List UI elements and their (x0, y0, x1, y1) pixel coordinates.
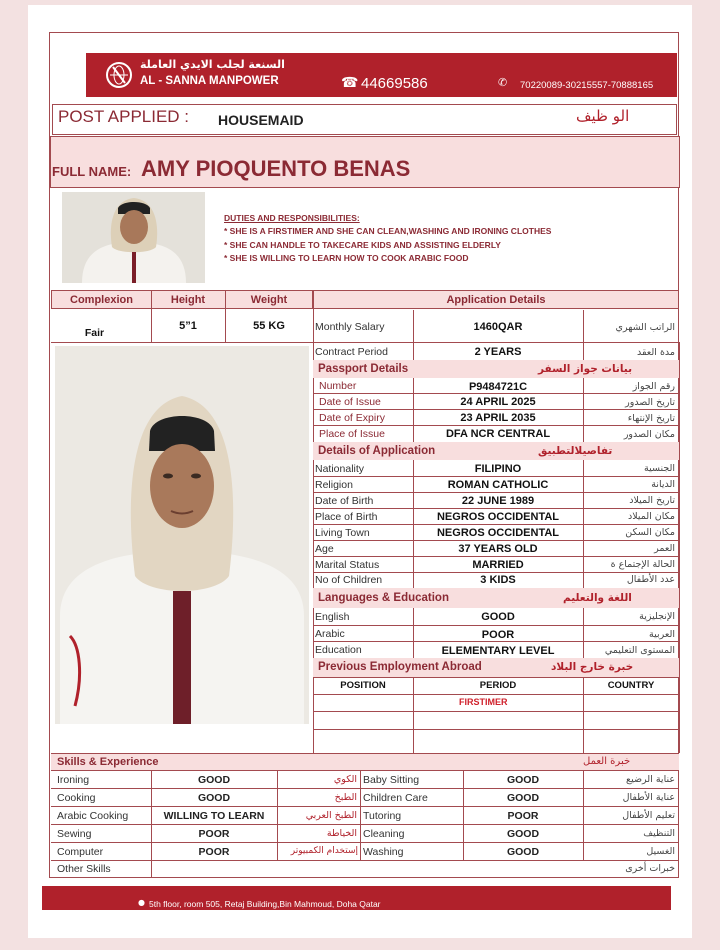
passport-number-value: P9484721C (468, 381, 528, 393)
employment-title-ar: خبرة خارج البلاد (551, 661, 634, 673)
skill-washing-value: GOOD (506, 846, 540, 858)
expiry-date-value: 23 APRIL 2035 (460, 412, 536, 424)
pob-value: NEGROS OCCIDENTAL (436, 511, 560, 523)
divider (313, 540, 679, 541)
living-town-ar: مكان السكن (625, 527, 675, 538)
education-ar: المستوى التعليمي (604, 645, 675, 656)
company-mobiles: 70220089-30215557-70888165 (520, 80, 654, 91)
issue-place-ar: مكان الصدور (623, 429, 675, 440)
divider (313, 556, 679, 557)
issue-date-value: 24 APRIL 2025 (460, 396, 536, 408)
skill-sewing-value: POOR (198, 828, 230, 840)
company-phone: 44669586 (361, 75, 428, 92)
children-ar: عدد الأطفال (626, 574, 675, 585)
skill-ironing-label: Ironing (57, 774, 90, 786)
contract-label-ar: مدة العقد (637, 347, 675, 358)
religion-label: Religion (315, 479, 353, 491)
living-town-label: Living Town (315, 527, 370, 539)
skill-computer-ar: إستخدام الكمبيوتر (290, 846, 358, 856)
divider (679, 342, 680, 753)
skill-washing-ar: الغسيل (646, 846, 675, 857)
skill-baby-sitting-label: Baby Sitting (363, 774, 420, 786)
dob-ar: تاريخ الميلاد (629, 495, 675, 506)
divider (151, 860, 152, 878)
living-town-value: NEGROS OCCIDENTAL (436, 527, 560, 539)
skill-computer-label: Computer (57, 846, 104, 858)
age-label: Age (315, 543, 334, 555)
company-name-ar: السنعة لجلب الايدي العاملة (140, 58, 285, 71)
skill-children-care-value: GOOD (506, 792, 540, 804)
full-name: AMY PIOQUENTO BENAS (141, 156, 411, 181)
divider (313, 729, 679, 730)
other-skills-label: Other Skills (57, 863, 111, 875)
passport-number-ar: رقم الجواز (632, 381, 675, 392)
skill-arabic-cooking-label: Arabic Cooking (57, 810, 129, 822)
skills-title-ar: خبرة العمل (583, 756, 631, 767)
divider (313, 677, 679, 678)
issue-date-ar: تاريخ الصدور (625, 397, 675, 408)
skill-children-care-ar: عناية الأطفال (622, 792, 675, 803)
skill-ironing-ar: الكوي (333, 774, 357, 785)
issue-place-value: DFA NCR CENTRAL (445, 428, 551, 440)
dob-label: Date of Birth (315, 495, 374, 507)
duties-title: DUTIES AND RESPONSIBILITIES: (224, 213, 360, 223)
duty-item: * SHE CAN HANDLE TO TAKECARE KIDS AND ASSISTING ELDERLY (224, 240, 501, 250)
dob-value: 22 JUNE 1989 (461, 495, 535, 507)
logo-icon (106, 62, 132, 88)
cv-sheet (28, 5, 692, 938)
skill-tutoring-label: Tutoring (363, 810, 402, 822)
weight-header: Weight (250, 294, 288, 306)
education-label: Education (315, 644, 362, 656)
divider (313, 425, 679, 426)
divider (313, 492, 679, 493)
header-white-strip (86, 47, 677, 53)
divider (51, 860, 679, 861)
skill-washing-label: Washing (363, 846, 404, 858)
children-value: 3 KIDS (480, 574, 516, 586)
weight-value: 55 KG (253, 320, 285, 332)
divider (51, 770, 679, 771)
english-ar: الإنجليزية (639, 611, 675, 622)
children-label: No of Children (315, 574, 383, 586)
skill-cleaning-ar: التنظيف (643, 828, 675, 839)
skill-computer-value: POOR (198, 846, 230, 858)
country-header: COUNTRY (607, 680, 655, 691)
period-header: PERIOD (479, 680, 517, 691)
divider (313, 711, 679, 712)
marital-status-ar: الحالة الإجتماع ة (610, 559, 675, 570)
arabic-label: Arabic (315, 628, 345, 640)
skill-cooking-ar: الطبخ (334, 792, 357, 803)
passport-title-ar: بيانات جواز السفر (538, 363, 633, 375)
employment-note: FIRSTIMER (459, 697, 508, 707)
skill-sewing-label: Sewing (57, 828, 92, 840)
pob-label: Place of Birth (315, 511, 378, 523)
issue-place-label: Place of Issue (319, 428, 385, 440)
english-label: English (315, 611, 350, 623)
small-photo (62, 192, 205, 283)
arabic-value: POOR (481, 629, 515, 641)
languages-title-ar: اللغة والتعليم (563, 592, 632, 604)
company-address: 5th floor, room 505, Retaj Building,Bin Mahmoud, Doha Qatar (149, 899, 381, 909)
skill-children-care-label: Children Care (363, 792, 428, 804)
location-icon: ● (138, 898, 145, 907)
expiry-date-label: Date of Expiry (319, 412, 385, 424)
skills-title: Skills & Experience (57, 756, 159, 768)
app-title: Application Details (446, 294, 546, 306)
english-value: GOOD (481, 611, 515, 623)
divider (313, 342, 314, 753)
expiry-date-ar: تاريخ الإنتهاء (627, 413, 675, 424)
skill-cleaning-label: Cleaning (363, 828, 405, 840)
company-name-en: AL - SANNA MANPOWER (140, 75, 279, 87)
height-header: Height (170, 294, 206, 306)
main-photo (55, 346, 309, 724)
divider (313, 625, 679, 626)
skill-baby-sitting-value: GOOD (506, 774, 540, 786)
complexion-header: Complexion (70, 294, 133, 306)
languages-section-header (313, 588, 679, 608)
divider (313, 641, 679, 642)
age-ar: العمر (654, 543, 675, 554)
marital-status-value: MARRIED (472, 559, 524, 571)
skill-baby-sitting-ar: عناية الرضيع (626, 774, 675, 785)
marital-status-label: Marital Status (315, 559, 380, 571)
position-header: POSITION (340, 680, 386, 691)
passport-title: Passport Details (318, 363, 409, 375)
skill-ironing-value: GOOD (197, 774, 231, 786)
skill-sewing-ar: الخياطة (326, 828, 357, 839)
post-value: HOUSEMAID (218, 112, 304, 128)
divider (313, 524, 679, 525)
divider (360, 770, 361, 860)
divider (51, 342, 679, 343)
contract-value: 2 YEARS (474, 346, 522, 358)
age-value: 37 YEARS OLD (458, 543, 538, 555)
divider (313, 694, 679, 695)
religion-ar: الديانة (651, 479, 675, 490)
skill-arabic-cooking-ar: الطبخ العربي (305, 810, 357, 821)
name-label: FULL NAME: (52, 164, 132, 179)
details-title: Details of Application (318, 445, 436, 457)
education-value: ELEMENTARY LEVEL (441, 645, 555, 657)
issue-date-label: Date of Issue (319, 396, 381, 408)
footer-accent (42, 883, 671, 886)
duty-item: * SHE IS WILLING TO LEARN HOW TO COOK ARABIC FOOD (224, 253, 469, 263)
divider (51, 824, 679, 825)
divider (51, 842, 679, 843)
employment-title: Previous Employment Abroad (318, 661, 482, 673)
divider (313, 508, 679, 509)
passport-section-header (313, 360, 679, 378)
nationality-label: Nationality (315, 463, 365, 475)
nationality-ar: الجنسية (644, 463, 675, 474)
skill-cleaning-value: GOOD (506, 828, 540, 840)
skill-arabic-cooking-value: WILLING TO LEARN (163, 810, 265, 822)
skill-tutoring-ar: تعليم الأطفال (622, 810, 675, 821)
divider (277, 770, 278, 860)
divider (583, 770, 584, 860)
salary-label-ar: الراتب الشهري (615, 322, 675, 333)
post-label-ar: الو ظيف (576, 107, 630, 125)
religion-value: ROMAN CATHOLIC (447, 479, 549, 491)
divider (51, 788, 679, 789)
pob-ar: مكان الميلاد (627, 511, 675, 522)
skill-cooking-value: GOOD (197, 792, 231, 804)
arabic-ar: العربية (649, 629, 675, 640)
languages-title: Languages & Education (318, 592, 449, 604)
other-skills-ar: خبرات أخرى (625, 863, 675, 874)
post-label: POST APPLIED : (58, 107, 190, 126)
nationality-value: FILIPINO (474, 463, 522, 475)
complexion-value: Fair (84, 327, 105, 339)
divider (313, 572, 679, 573)
mobile-icon: ✆ (498, 76, 508, 89)
salary-value: 1460QAR (473, 321, 523, 333)
details-title-ar: تفاصيلالتطبيق (538, 445, 613, 457)
skill-cooking-label: Cooking (57, 792, 96, 804)
divider (313, 393, 679, 394)
contract-label: Contract Period (315, 346, 388, 358)
divider (313, 409, 679, 410)
passport-number-label: Number (319, 380, 357, 392)
duty-item: * SHE IS A FIRSTIMER AND SHE CAN CLEAN,WASHING AND IRONING CLOTHES (224, 226, 552, 236)
height-value: 5”1 (179, 320, 197, 332)
employment-section-header (313, 658, 679, 677)
salary-label: Monthly Salary (315, 321, 385, 333)
details-section-header (313, 442, 679, 460)
phone-icon: ☎ (341, 75, 359, 91)
divider (51, 806, 679, 807)
skill-tutoring-value: POOR (507, 810, 539, 822)
divider (313, 476, 679, 477)
